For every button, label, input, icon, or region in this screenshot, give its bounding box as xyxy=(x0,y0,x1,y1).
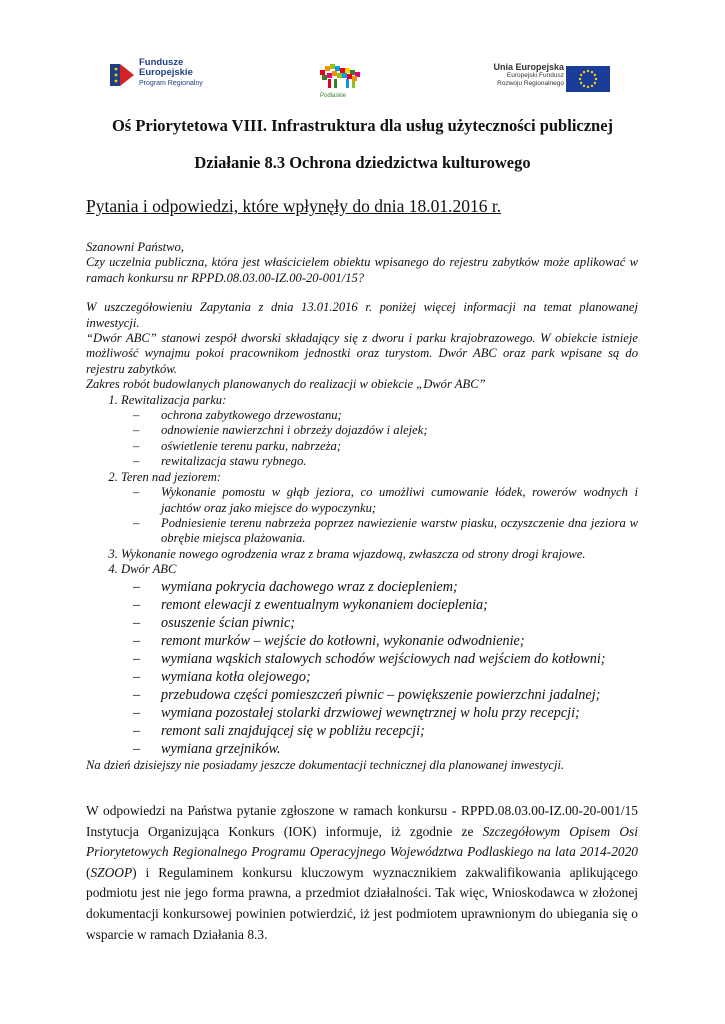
list-item-title: Teren nad jeziorem: xyxy=(121,469,222,484)
sub-list-item: – Wykonanie pomostu w głąb jeziora, co umożliwi cumowanie łódek, rowerów wodnych i jachtów oraz jako miejsce do wypoczynku; xyxy=(161,485,638,516)
list-item-title: Rewitalizacja parku: xyxy=(121,392,227,407)
podlaskie-bison-icon xyxy=(318,62,364,92)
list-item xyxy=(121,393,638,470)
answer-section xyxy=(86,801,638,945)
fe-logo-line1: Fundusze xyxy=(139,57,184,68)
sub-list-item: – przebudowa części pomieszczeń piwnic – powiększenie powierzchni jadalnej; xyxy=(161,686,638,704)
sub-list-item: – ochrona zabytkowego drzewostanu; xyxy=(161,408,638,423)
fundusze-europejskie-logo xyxy=(110,58,220,98)
sub-list-item: – wymiana wąskich stalowych schodów wejściowych nad wejściem do kotłowni; xyxy=(161,650,638,668)
logo-bar xyxy=(110,58,610,104)
sub-list-item: – remont sali znajdującej się w pobliżu recepcji; xyxy=(161,722,638,740)
sub-list-item: – wymiana pokrycia dachowego wraz z dociepleniem; xyxy=(161,578,638,596)
sub-list xyxy=(121,408,638,470)
answer-text-1: W odpowiedzi na Państwa pytanie zgłoszone w ramach konkursu - RPPD.08.03.00-IZ.00-20-001/15 Instytucja Organizująca Konkurs (IOK) informuje, iż zgodnie ze xyxy=(86,803,638,839)
sub-list-item: – Podniesienie terenu nabrzeża poprzez nawiezienie warstw piasku, oczyszczenie dna jeziora w obrębie miejsca plażowania. xyxy=(161,516,638,547)
answer-paragraph xyxy=(86,801,638,945)
works-list xyxy=(86,393,638,758)
sub-list-item: – rewitalizacja stawu rybnego. xyxy=(161,454,638,469)
sub-list-item: – wymiana pozostałej stolarki drzwiowej wewnętrznej w holu przy recepcji; xyxy=(161,704,638,722)
question-section xyxy=(86,240,638,773)
detail-intro: W uszczegółowieniu Zapytania z dnia 13.01.2016 r. poniżej więcej informacji na temat planowanej inwestycji. xyxy=(86,300,638,330)
fe-logo-line3: Program Regionalny xyxy=(139,80,203,87)
unia-europejska-logo xyxy=(470,62,610,92)
ue-logo-line1: Unia Europejska xyxy=(493,62,564,72)
answer-szoop-abbrev: SZOOP xyxy=(90,864,133,880)
sub-list-item: – remont murków – wejście do kotłowni, wykonanie odwodnienie; xyxy=(161,632,638,650)
podlaskie-logo-text: Podlaskie xyxy=(320,93,347,99)
object-description: “Dwór ABC” stanowi zespół dworski składający się z dworu i parku krajobrazowego. W obiekcie istnieje możliwość wynajmu pokoi pracownikom jednostki oraz turystom. Dwór ABC oraz park wpisane są do rejestru zabytków. xyxy=(86,331,638,376)
fundusze-europejskie-icon xyxy=(110,60,134,90)
sub-list-item: – osuszenie ścian piwnic; xyxy=(161,614,638,632)
sub-list-item: – wymiana grzejników. xyxy=(161,740,638,758)
sub-list-item: – odnowienie nawierzchni i obrzeży dojazdów i alejek; xyxy=(161,423,638,438)
salutation: Szanowni Państwo, xyxy=(86,240,184,254)
ue-logo-line3: Rozwoju Regionalnego xyxy=(497,80,564,87)
question-text: Czy uczelnia publiczna, która jest właścicielem obiektu wpisanego do rejestru zabytków może aplikować w ramach konkursu nr RPPD.08.03.00-IZ.00-20-001/15? xyxy=(86,255,638,285)
measure-heading: Działanie 8.3 Ochrona dziedzictwa kulturowego xyxy=(194,153,531,172)
list-item-title: Dwór ABC xyxy=(121,562,177,577)
list-item xyxy=(121,470,638,547)
podlaskie-logo xyxy=(318,62,364,102)
priority-axis-heading: Oś Priorytetowa VIII. Infrastruktura dla usług użyteczności publicznej xyxy=(111,116,614,135)
list-item xyxy=(121,562,638,757)
sub-list-item: – wymiana kotła olejowego; xyxy=(161,668,638,686)
answer-szoop-title: Szczegółowym Opisem Osi Priorytetowych Regionalnego Programu Operacyjnego Województwa Podlaskiego na lata 2014-2020 xyxy=(86,823,638,860)
scope-intro: Zakres robót budowlanych planowanych do realizacji w obiekcie „Dwór ABC” xyxy=(86,377,486,392)
list-item xyxy=(121,547,638,562)
answer-text-2: ( xyxy=(86,864,91,880)
sub-list-item: – oświetlenie terenu parku, nabrzeża; xyxy=(161,439,638,454)
sub-list-item: – remont elewacji z ewentualnym wykonaniem docieplenia; xyxy=(161,596,638,614)
sub-list xyxy=(121,485,638,547)
list-item-title: Wykonanie nowego ogrodzenia wraz z brama wjazdową, zwłaszcza od strony drogi krajowe. xyxy=(121,546,586,561)
answer-text-3: ) i Regulaminem konkursu kluczowym wyznacznikiem zakwalifikowania aplikującego podmiotu jest nie jego forma prawna, a przedmiot działalności. Tak więc, Wnioskodawca w złożonej dokumentacji konkursowej powinien potwierdzić, iż jest podmiotem uprawnionym do ubiegania się o wsparcie w ramach Działania 8.3. xyxy=(86,864,638,942)
sub-list xyxy=(121,578,638,758)
qa-subtitle: Pytania i odpowiedzi, które wpłynęły do dnia 18.01.2016 r. xyxy=(86,196,502,216)
closing-note: Na dzień dzisiejszy nie posiadamy jeszcze dokumentacji technicznej dla planowanej inwestycji. xyxy=(86,757,565,772)
eu-flag-icon xyxy=(566,66,610,92)
ue-logo-line2: Europejski Fundusz xyxy=(506,72,564,79)
fe-logo-line2: Europejskie xyxy=(139,67,193,78)
